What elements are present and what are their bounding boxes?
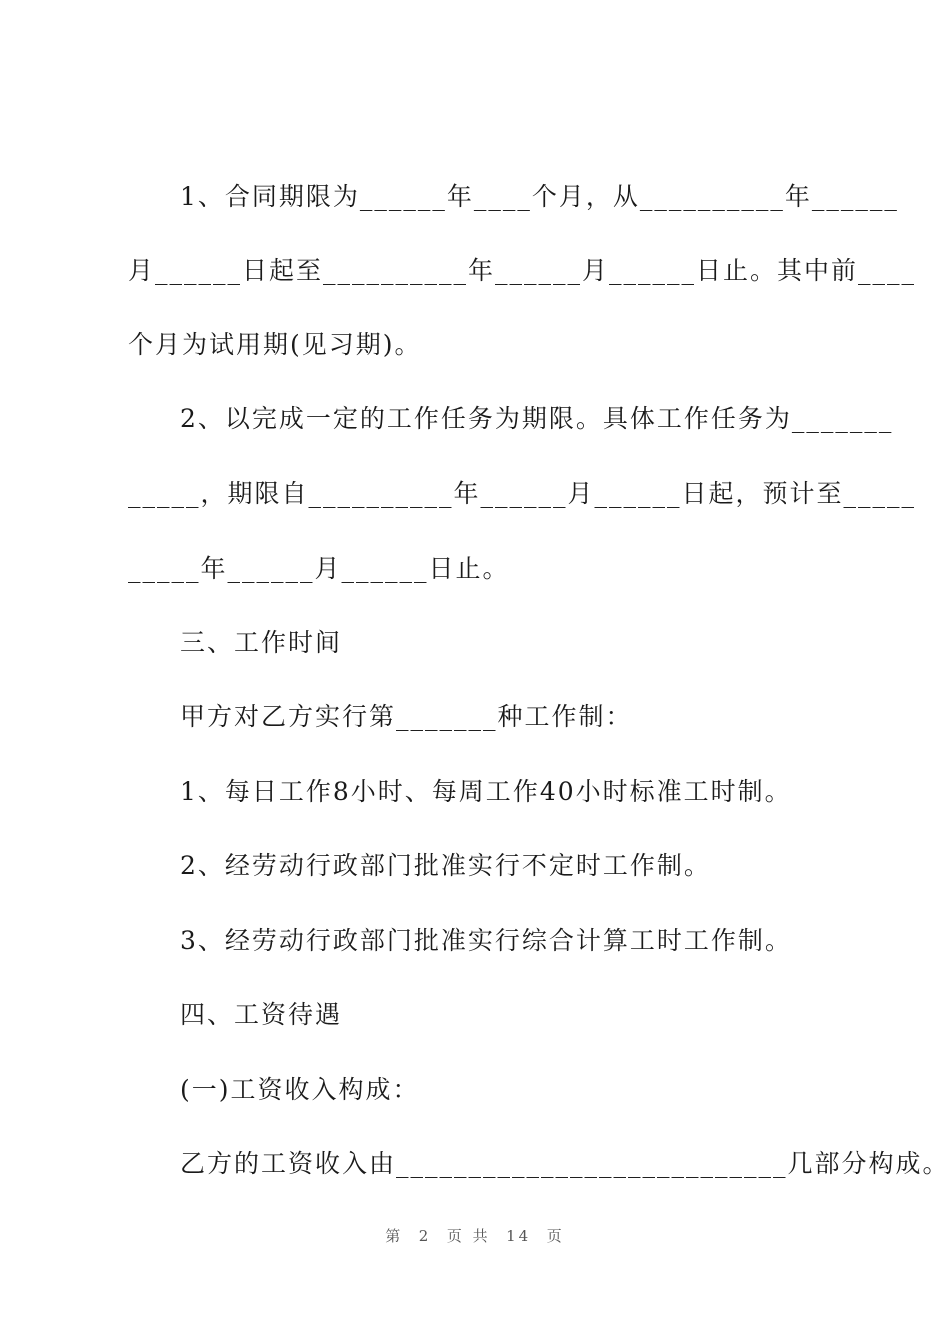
page-number-footer: 第 2 页 共 14 页 bbox=[385, 1227, 565, 1245]
contract-term-line-1: 1、合同期限为______年____个月，从__________年______ bbox=[180, 182, 899, 211]
work-system-line: 甲方对乙方实行第_______种工作制： bbox=[180, 702, 633, 731]
task-term-line-1: 2、以完成一定的工作任务为期限。具体工作任务为_______ bbox=[180, 404, 894, 433]
section-heading-working-hours: 三、工作时间 bbox=[180, 628, 343, 657]
task-term-line-2: _____，期限自__________年______月______日起，预计至_____ bbox=[128, 479, 917, 508]
subsection-heading-income: (一)工资收入构成： bbox=[180, 1075, 420, 1104]
work-system-option-2: 2、经劳动行政部门批准实行不定时工作制。 bbox=[180, 851, 711, 880]
contract-term-line-3: 个月为试用期(见习期)。 bbox=[128, 330, 422, 359]
work-system-option-3: 3、经劳动行政部门批准实行综合计算工时工作制。 bbox=[180, 926, 792, 955]
work-system-option-1: 1、每日工作8小时、每周工作40小时标准工时制。 bbox=[180, 777, 792, 806]
task-term-line-3: _____年______月______日止。 bbox=[128, 554, 510, 583]
contract-term-line-2: 月______日起至__________年______月______日止。其中前____ bbox=[128, 256, 917, 285]
income-composition-line: 乙方的工资收入由___________________________几部分构成。 bbox=[180, 1149, 950, 1178]
section-heading-wages: 四、工资待遇 bbox=[180, 1000, 343, 1029]
